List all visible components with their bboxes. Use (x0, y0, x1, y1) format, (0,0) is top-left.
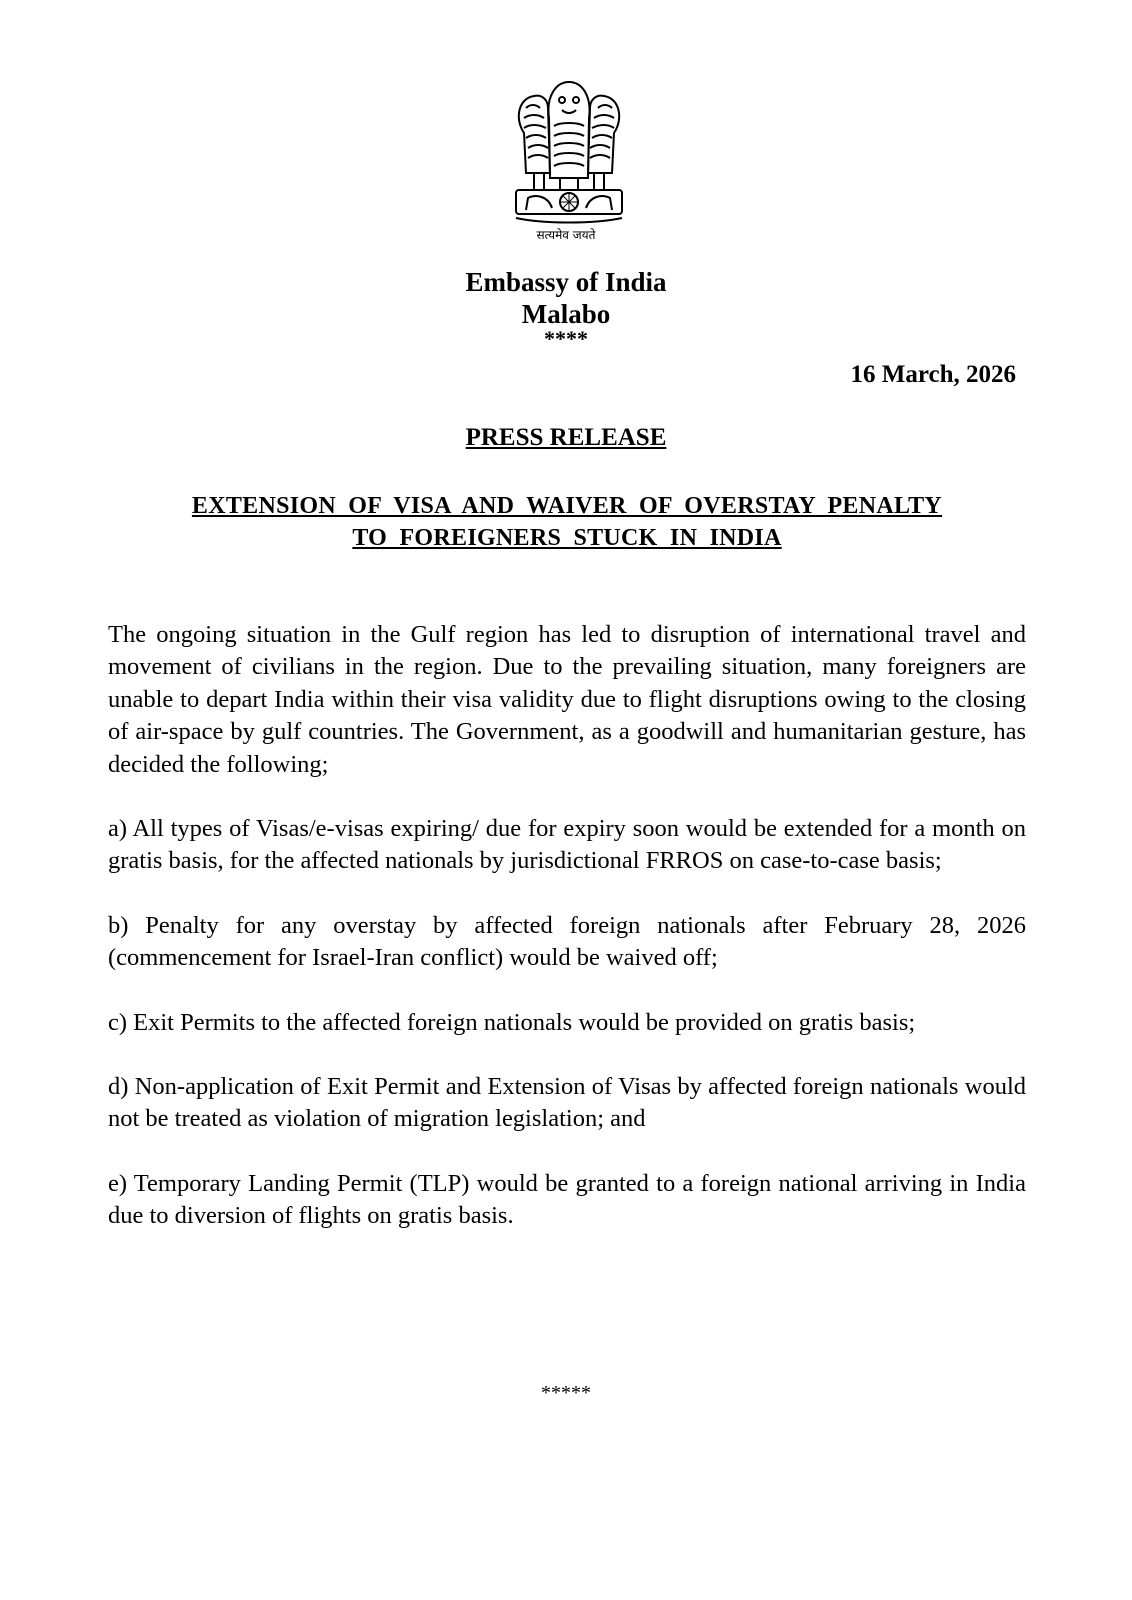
release-body (108, 619, 1026, 1265)
release-date: 16 March, 2026 (850, 361, 1016, 388)
embassy-city: Malabo (521, 299, 611, 329)
embassy-header (0, 266, 1132, 351)
emblem-icon (504, 78, 634, 228)
header-stars: **** (544, 326, 588, 351)
release-title-line-1: EXTENSION OF VISA AND WAIVER OF OVERSTAY PENALTY (191, 493, 943, 519)
release-title (108, 490, 1026, 554)
embassy-name: Embassy of India (465, 267, 667, 297)
list-item-c: c) Exit Permits to the affected foreign nationals would be provided on gratis basis; (108, 1008, 916, 1036)
list-item-e: e) Temporary Landing Permit (TLP) would be granted to a foreign national arriving in India due to diversion of flights on gratis basis. (108, 1169, 1026, 1230)
release-title-line-2: TO FOREIGNERS STUCK IN INDIA (352, 525, 782, 551)
end-mark: ***** (541, 1382, 591, 1404)
list-item-a: a) All types of Visas/e-visas expiring/ due for expiry soon would be extended for a month on gratis basis, for the affected nationals by jurisdictional FRROS on case-to-case basis; (108, 815, 1026, 875)
list-item-b: b) Penalty for any overstay by affected foreign nationals after February 28, 2026 (commencement for Israel-Iran conflict) would be waived off; (108, 911, 1026, 972)
press-release-heading: PRESS RELEASE (465, 424, 667, 451)
emblem-motto: सत्यमेव जयते (536, 228, 596, 242)
intro-paragraph: The ongoing situation in the Gulf region has led to disruption of international travel and movement of civilians in the region. Due to the prevailing situation, many foreigners are unable to depart India within their visa validity due to flight disruptions owing to the closing of air-space by gulf countries. The Government, as a goodwill and humanitarian gesture, has decided the following; (108, 621, 1026, 778)
list-item-d: d) Non-application of Exit Permit and Extension of Visas by affected foreign nationals would not be treated as violation of migration legislation; and (108, 1073, 1026, 1133)
